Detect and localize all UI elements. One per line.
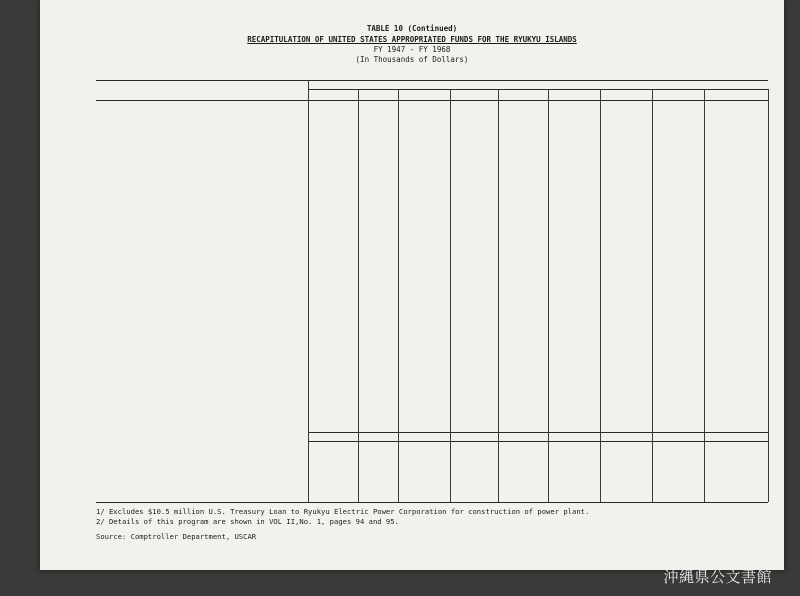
column-rule-3 xyxy=(450,89,451,502)
units-note: (In Thousands of Dollars) xyxy=(355,55,469,64)
admin-total-rule-2 xyxy=(308,441,768,442)
footnote-1: 1/ Excludes $10.5 million U.S. Treasury Loan to Ryukyu Electric Power Corporation for construction of power plant. xyxy=(96,507,590,516)
footnote-2: 2/ Details of this program are shown in VOL II,No. 1, pages 94 and 95. xyxy=(96,517,399,526)
document-page xyxy=(40,0,784,570)
column-rule-1 xyxy=(358,89,359,502)
table-top-rule xyxy=(96,80,768,81)
table-title: RECAPITULATION OF UNITED STATES APPROPRIATED FUNDS FOR THE RYUKYU ISLANDS xyxy=(247,35,577,44)
fiscal-year-rule xyxy=(308,89,768,90)
source-note: Source: Comptroller Department, USCAR xyxy=(96,532,257,541)
column-rule-5 xyxy=(548,89,549,502)
admin-total-rule xyxy=(308,432,768,433)
column-rule-4 xyxy=(498,89,499,502)
table-number: TABLE 10 (Continued) xyxy=(366,24,458,33)
fiscal-range: FY 1947 - FY 1968 xyxy=(373,45,451,54)
column-rule-8 xyxy=(704,89,705,502)
column-rule-2 xyxy=(398,89,399,502)
column-rule-6 xyxy=(600,89,601,502)
archive-watermark: 沖縄県公文書館 xyxy=(663,568,772,586)
column-rule-9 xyxy=(768,89,769,502)
table-bottom-rule xyxy=(96,502,768,503)
header-bottom-rule xyxy=(96,100,768,101)
column-rule-7 xyxy=(652,89,653,502)
column-rule-0 xyxy=(308,80,309,502)
